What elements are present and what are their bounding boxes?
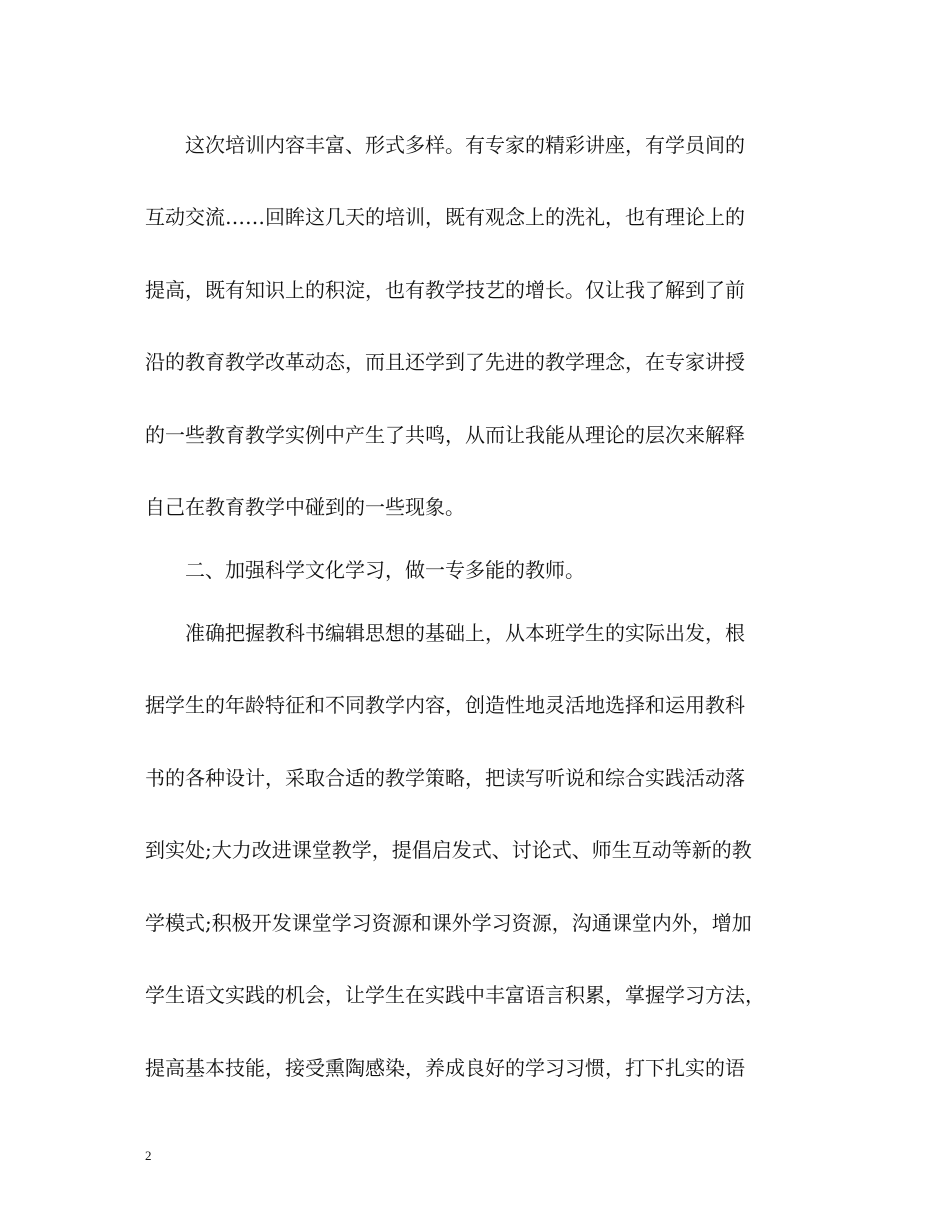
body-text-line: 据学生的年龄特征和不同教学内容，创造性地灵活地选择和运用教科 [145, 693, 745, 717]
body-text-line: 提高，既有知识上的积淀，也有教学技艺的增长。仅让我了解到了前 [145, 278, 745, 302]
body-text-line: 学生语文实践的机会，让学生在实践中丰富语言积累，掌握学习方法， [145, 983, 765, 1007]
body-text-line: 到实处;大力改进课堂教学，提倡启发式、讨论式、师生互动等新的教 [145, 838, 752, 862]
body-text-line: 互动交流……回眸这几天的培训，既有观念上的洗礼，也有理论上的 [145, 205, 745, 229]
body-text-line: 学模式;积极开发课堂学习资源和课外学习资源，沟通课堂内外，增加 [145, 911, 752, 935]
body-text-line: 这次培训内容丰富、形式多样。有专家的精彩讲座，有学员间的 [145, 133, 745, 157]
body-text-line: 准确把握教科书编辑思想的基础上，从本班学生的实际出发，根 [145, 621, 745, 645]
page-number: 2 [145, 1148, 152, 1163]
body-text-line: 书的各种设计，采取合适的教学策略，把读写听说和综合实践活动落 [145, 766, 745, 790]
body-text-line: 沿的教育教学改革动态，而且还学到了先进的教学理念，在专家讲授 [145, 350, 745, 374]
section-heading: 二、加强科学文化学习，做一专多能的教师。 [145, 558, 585, 582]
body-text-line: 的一些教育教学实例中产生了共鸣，从而让我能从理论的层次来解释 [145, 423, 745, 447]
body-text-line: 提高基本技能，接受熏陶感染，养成良好的学习习惯，打下扎实的语 [145, 1056, 745, 1080]
body-text-line: 自己在教育教学中碰到的一些现象。 [145, 495, 465, 519]
